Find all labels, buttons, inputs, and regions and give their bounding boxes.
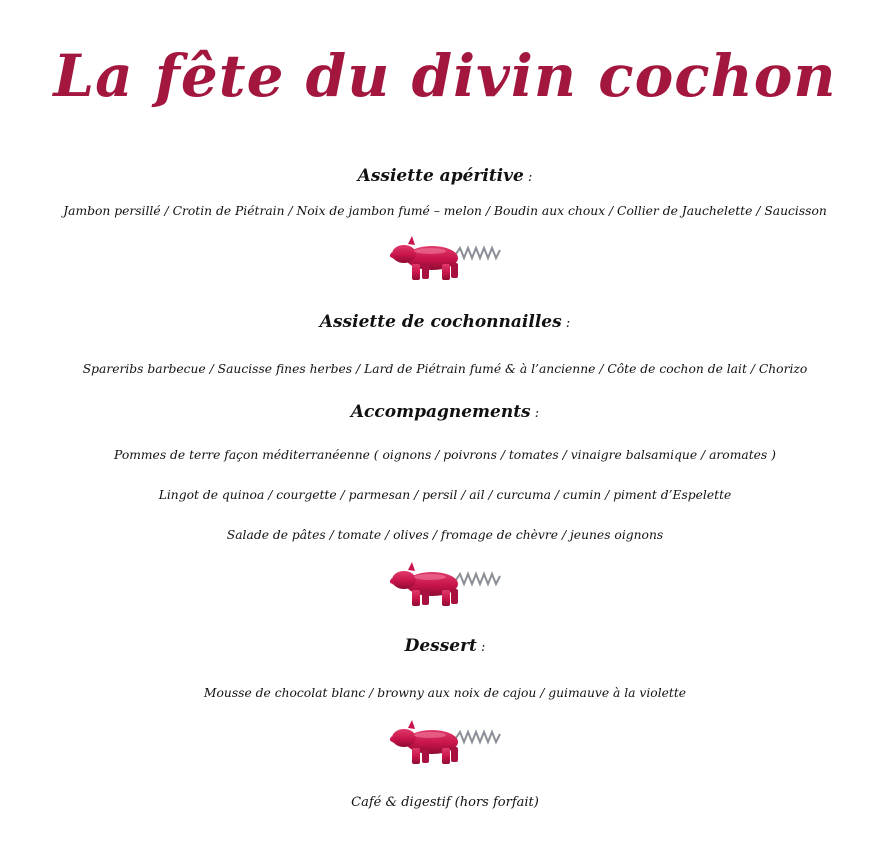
pig-corkscrew-icon (390, 718, 515, 768)
section-item-salade: Salade de pâtes / tomate / olives / fromage de chèvre / jeunes oignons (226, 528, 664, 542)
section-heading-aperitive: Assiette apéritive : (357, 166, 533, 186)
section-heading-dessert: Dessert : (404, 636, 486, 656)
section-items-cochonnailles: Spareribs barbecue / Saucisse fines herbes / Lard de Piétrain fumé & à l’ancienne / Côte de cochon de lait / Chorizo (82, 362, 808, 376)
pig-corkscrew-icon (390, 560, 515, 610)
section-items-dessert: Mousse de chocolat blanc / browny aux noix de cajou / guimauve à la violette (203, 686, 687, 700)
section-item-quinoa: Lingot de quinoa / courgette / parmesan / persil / ail / curcuma / cumin / piment d’Espelette (158, 488, 732, 502)
section-heading-accompagnements: Accompagnements : (350, 402, 540, 422)
section-item-pommes: Pommes de terre façon méditerranéenne ( oignons / poivrons / tomates / vinaigre balsamique / aromates ) (114, 448, 776, 462)
pig-corkscrew-icon (390, 234, 515, 284)
closing-note: Café & digestif (hors forfait) (351, 795, 539, 810)
section-items-aperitive: Jambon persillé / Crotin de Piétrain / Noix de jambon fumé – melon / Boudin aux choux / Collier de Jauchelette / Saucisson (63, 204, 827, 218)
menu-title: La fête du divin cochon (53, 42, 837, 110)
section-heading-cochonnailles: Assiette de cochonnailles : (319, 312, 571, 332)
